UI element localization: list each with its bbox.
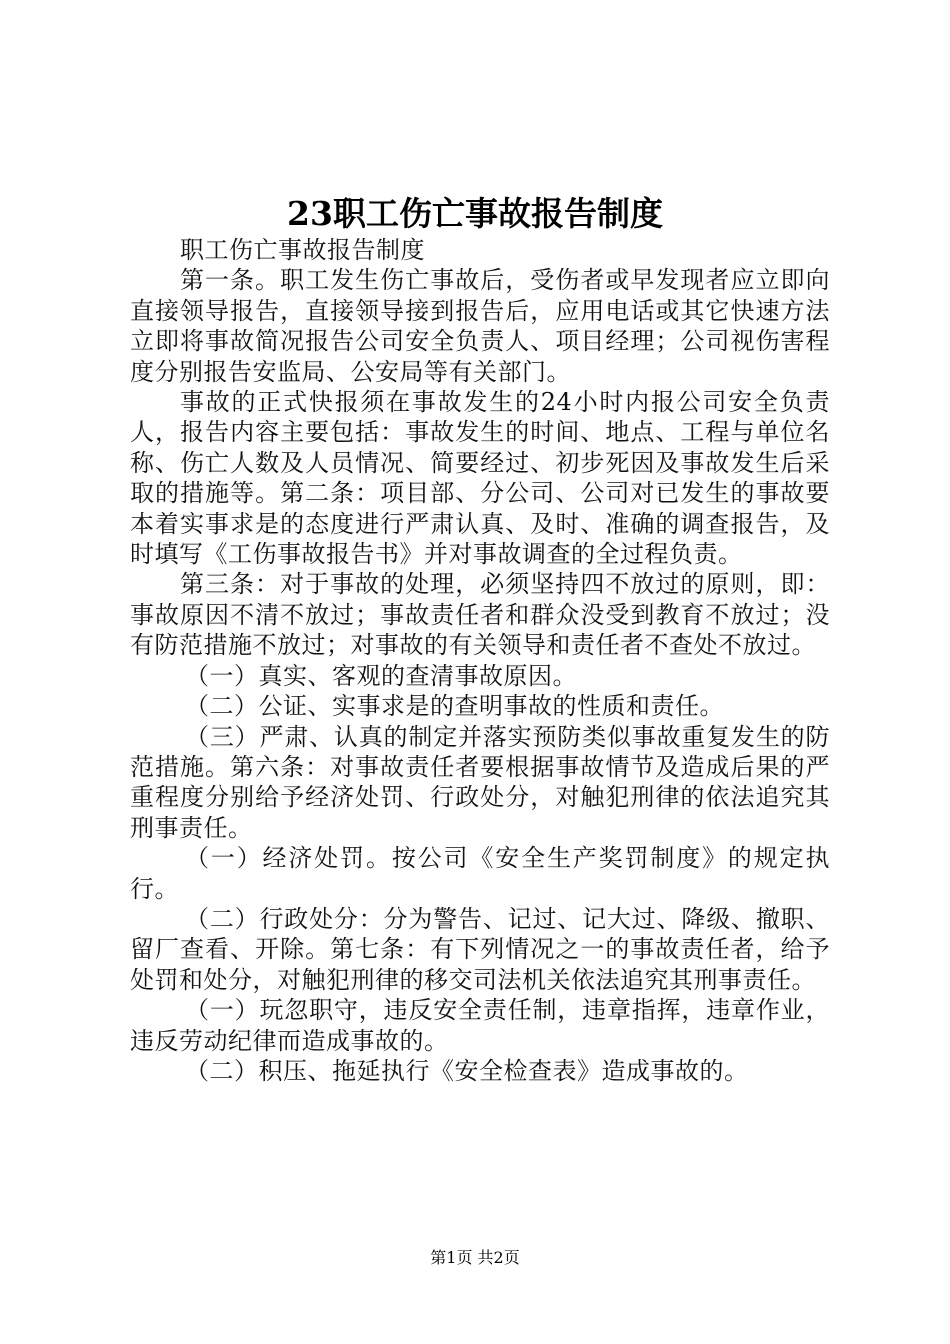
document-body xyxy=(130,235,830,1086)
paragraph: （二）行政处分：分为警告、记过、记大过、降级、撤职、留厂查看、开除。第七条：有下列情况之一的事故责任者，给予处罚和处分，对触犯刑律的移交司法机关依法追究其刑事责任。 xyxy=(130,904,830,994)
page-footer: 第1页 共2页 xyxy=(430,1248,520,1267)
paragraph: （二）积压、拖延执行《安全检查表》造成事故的。 xyxy=(185,1056,749,1085)
paragraph: 事故的正式快报须在事故发生的24小时内报公司安全负责人，报告内容主要包括：事故发生的时间、地点、工程与单位名称、伤亡人数及人员情况、简要经过、初步死因及事故发生后采取的措施等。第二条：项目部、分公司、公司对已发生的事故要本着实事求是的态度进行严肃认真、及时、准确的调查报告，及时填写《工伤事故报告书》并对事故调查的全过程负责。 xyxy=(130,388,830,569)
paragraph: （二）公证、实事求是的查明事故的性质和责任。 xyxy=(185,692,724,721)
paragraph: （三）严肃、认真的制定并落实预防类似事故重复发生的防范措施。第六条：对事故责任者要根据事故情节及造成后果的严重程度分别给予经济处罚、行政处分，对触犯刑律的依法追究其刑事责任。 xyxy=(130,722,830,842)
paragraph: 第三条：对于事故的处理，必须坚持四不放过的原则，即：事故原因不清不放过；事故责任者和群众没受到教育不放过；没有防范措施不放过；对事故的有关领导和责任者不查处不放过。 xyxy=(130,570,830,660)
paragraph: （一）真实、客观的查清事故原因。 xyxy=(185,661,577,690)
paragraph: （一）玩忽职守，违反安全责任制，违章指挥，违章作业，违反劳动纪律而造成事故的。 xyxy=(130,996,830,1055)
document-title: 23职工伤亡事故报告制度 xyxy=(287,194,663,233)
paragraph: （一）经济处罚。按公司《安全生产奖罚制度》的规定执行。 xyxy=(130,844,830,903)
paragraph: 第一条。职工发生伤亡事故后，受伤者或早发现者应立即向直接领导报告，直接领导接到报告后，应用电话或其它快速方法立即将事故简况报告公司安全负责人、项目经理；公司视伤害程度分别报告安监局、公安局等有关部门。 xyxy=(130,266,830,386)
paragraph: 职工伤亡事故报告制度 xyxy=(180,236,425,264)
